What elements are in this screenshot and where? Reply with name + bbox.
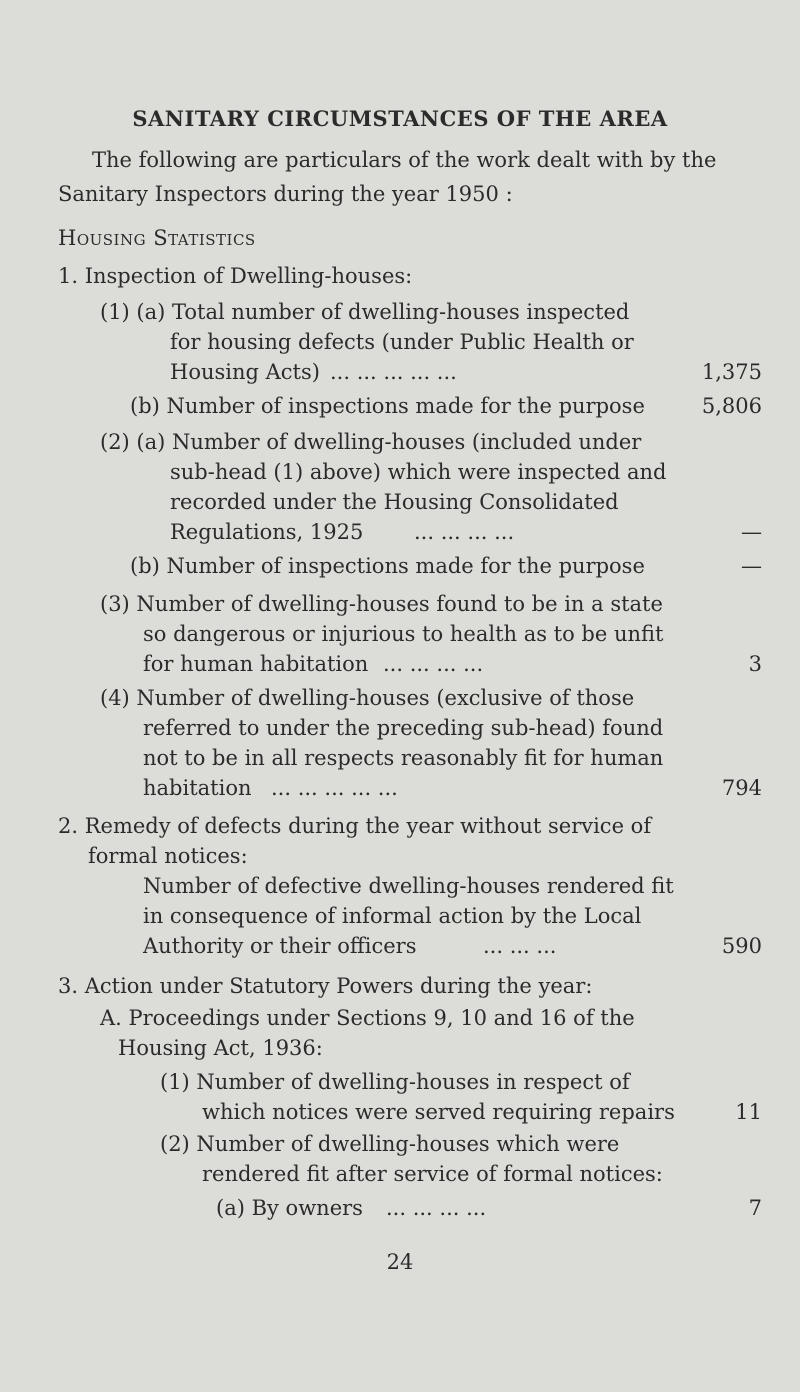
item-3-line-2: so dangerous or injurious to health as to be unfit [143,622,664,646]
item-3-value: 3 [748,652,762,676]
intro-line-1: The following are particulars of the work dealt with by the [92,148,717,172]
section-heading: Housing Statistics [58,226,256,250]
item-3a2a-text: (a) By owners ... ... ... ... [216,1196,487,1220]
item-4-line-3: not to be in all respects reasonably fit for human [143,746,664,770]
dot-leader: ... ... ... ... [414,520,515,544]
section-3a-line-2: Housing Act, 1936: [118,1036,323,1060]
item-1a-line-3: Housing Acts) ... ... ... ... ... [170,360,457,384]
dot-leader: ... ... ... [483,934,557,958]
dot-leader: ... ... ... ... [386,1196,487,1220]
item-2a-line-1: (2) (a) Number of dwelling-houses (included under [100,430,642,454]
item-1b-value: 5,806 [701,394,762,418]
item-3a1-value: 11 [735,1100,762,1124]
item-3-line-3: for human habitation ... ... ... ... [143,652,484,676]
item-4-line-2: referred to under the preceding sub-head) found [143,716,664,740]
item-1a-line-2: for housing defects (under Public Health or [170,330,634,354]
section-3-heading: 3. Action under Statutory Powers during the year: [58,974,593,998]
section-2-heading-line-1: 2. Remedy of defects during the year without service of [58,814,652,838]
item-4-value: 794 [721,776,762,800]
dot-leader: ... ... ... ... [383,652,484,676]
item-3-line-1: (3) Number of dwelling-houses found to be in a state [100,592,663,616]
section-2-value: 590 [721,934,762,958]
intro-line-2: Sanitary Inspectors during the year 1950 : [58,182,513,206]
item-2a-line-2: sub-head (1) above) which were inspected and [170,460,667,484]
item-2a-line-4: Regulations, 1925 ... ... ... ... [170,520,515,544]
item-4-line-4: habitation ... ... ... ... ... [143,776,398,800]
section-2-body-line-3: Authority or their officers ... ... ... [143,934,557,958]
item-3a2a-value: 7 [748,1196,762,1220]
dot-leader: ... ... ... ... ... [330,360,457,384]
section-2-heading-line-2: formal notices: [88,844,248,868]
dot-leader: ... ... ... ... ... [271,776,398,800]
item-3a2-line-2: rendered fit after service of formal notices: [202,1162,663,1186]
section-3a-line-1: A. Proceedings under Sections 9, 10 and 16 of the [100,1006,635,1030]
item-1b-text: (b) Number of inspections made for the purpose [130,394,645,418]
section-2-body-line-1: Number of defective dwelling-houses rendered fit [143,874,674,898]
page-title: SANITARY CIRCUMSTANCES OF THE AREA [132,106,668,131]
section-1-heading: 1. Inspection of Dwelling-houses: [58,264,413,288]
item-2a-value: — [741,520,762,544]
page-number: 24 [386,1250,414,1274]
item-3a1-line-2: which notices were served requiring repairs [202,1100,675,1124]
item-1a-value: 1,375 [701,360,762,384]
section-2-body-line-2: in consequence of informal action by the Local [143,904,642,928]
item-2b-text: (b) Number of inspections made for the purpose [130,554,645,578]
item-3a2-line-1: (2) Number of dwelling-houses which were [160,1132,620,1156]
item-3a1-line-1: (1) Number of dwelling-houses in respect of [160,1070,630,1094]
item-2a-line-3: recorded under the Housing Consolidated [170,490,619,514]
item-2b-value: — [741,554,762,578]
item-1a-line-1: (1) (a) Total number of dwelling-houses inspected [100,300,630,324]
item-4-line-1: (4) Number of dwelling-houses (exclusive of those [100,686,635,710]
